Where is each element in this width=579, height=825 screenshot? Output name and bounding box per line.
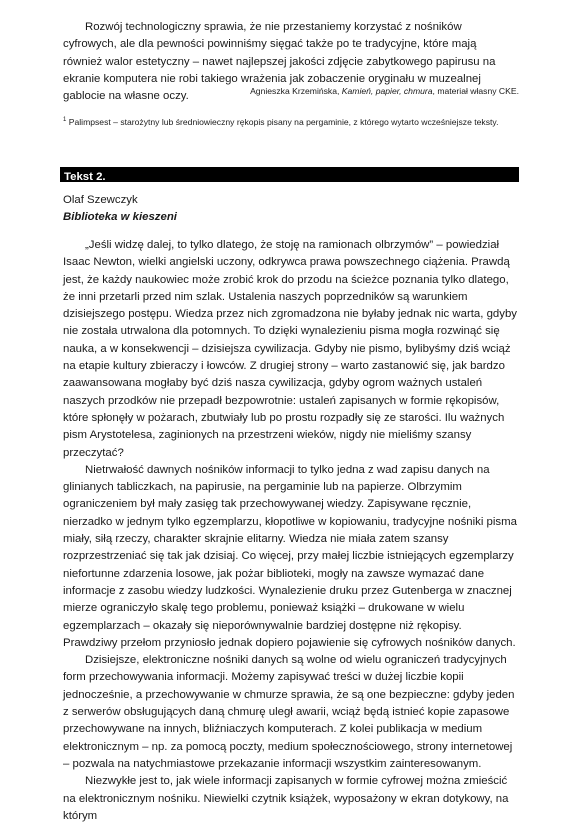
article-title: Biblioteka w kieszeni [63,211,177,223]
attribution-author: Agnieszka Krzemińska, [250,86,342,96]
body-paragraph-4: Niezwykłe jest to, jak wiele informacji zapisanych w formie cyfrowej można zmieścić na elektronicznym nośniku. Niewielki czytnik książek, wyposażony w ekran dotykowy, na którym [63,775,509,822]
body-paragraph-1: „Jeśli widzę dalej, to tylko dlatego, że stoję na ramionach olbrzymów” – powiedział Isaac Newton, wielki angielski uczony, odkrywca prawa powszechnego ciążenia. Prawdą jest, że każdy naukowiec może zrobić krok do przodu na ścieżce poznania tylko dlatego, że inni przetarli przed nim szlak. Ustalenia naszych poprzedników są warunkiem dzisiejszego postępu. Wiedza przez nich zgromadzona nie byłaby jednak nic warta, gdyby nie została utrwalona dla potomnych. To dzięki wynalezieniu pisma mogła rozwinąć się nauka, a w konsekwencji – dzisiejsza cywilizacja. Gdyby nie pismo, bylibyśmy dziś wciąż na etapie kultury zbieraczy i łowców. Z drugiej strony – warto zastanowić się, jak bardzo zaawansowana mogłaby być dziś nasza cywilizacja, gdyby ogrom ważnych ustaleń naszych przodków nie przepadł bezpowrotnie: ustaleń zapisanych w formie rękopisów, które spłonęły w pożarach, zbutwiały lub po prostu rozpadły się ze starości. Ilu ważnych pism Arystotelesa, zaginionych na przestrzeni wieków, nigdy nie mieliśmy szansy przeczytać? [63,239,517,459]
section-header-bar [60,167,519,182]
footnote [63,114,517,129]
attribution-title: Kamień, papier, chmura [341,86,433,96]
footnote-mark: 1 [63,117,67,123]
article-author: Olaf Szewczyk [63,194,138,206]
body-paragraph-2: Nietrwałość dawnych nośników informacji to tylko jedna z wad zapisu danych na glinianych tabliczkach, na papirusie, na pergaminie lub na papierze. Olbrzymim ograniczeniem był mały zasięg tak przechowywanej wiedzy. Zapisywane ręcznie, nierzadko w jednym tylko egzemplarzu, kłopotliwe w kopiowaniu, tradycyjne nośniki pisma miały, siłą rzeczy, charakter skrajnie elitarny. Wiedza nie miała zatem szansy rozprzestrzeniać się tak jak dzisiaj. Co więcej, przy małej liczbie istniejących egzemplarzy niefortunne zdarzenia losowe, jak pożar biblioteki, mogły na zawsze wymazać dane informacje z zasobu wiedzy ludzkości. Wynalezienie druku przez Gutenberga w znacznej mierze ograniczyło skalę tego problemu, ponieważ książki – drukowane w wielu egzemplarzach – okazały się nieporównywalnie bardziej dostępne niż rękopisy. Prawdziwy przełom przyniosło jednak dopiero pojawienie się cyfrowych nośników danych. [63,463,517,649]
section-label: Tekst 2. [64,171,106,183]
intro-paragraph: Rozwój technologiczny sprawia, że nie przestaniemy korzystać z nośników cyfrowych, ale dla pewności powinniśmy sięgać także po te tradycyjne, które mają również walor estetyczny – nawet najlepszej jakości zdjęcie zabytkowego papirusu na ekranie komputera nie robi takiego wrażenia jak zobaczenie oryginału w muzealnej gablocie na własne oczy. [63,21,496,103]
body-paragraph-3: Dzisiejsze, elektroniczne nośniki danych są wolne od wielu ograniczeń tradycyjnych form przechowywania informacji. Możemy zapisywać treści w dużej liczbie kopii jednocześnie, a przechowywanie w chmurze sprawia, że są one bezpieczne: gdyby jeden z serwerów obsługujących daną chmurę uległ awarii, wciąż będą istnieć kopie zapasowe przechowywane na innych, bliźniaczych komputerach. Z kolei publikacja w medium elektronicznym – np. za pomocą poczty, medium społecznościowego, strony internetowej – pozwala na natychmiastowe przekazanie informacji wszystkim zainteresowanym. [63,654,515,770]
source-attribution [250,86,519,96]
article-body [63,237,517,825]
footnote-text: Palimpsest – starożytny lub średniowieczny rękopis pisany na pergaminie, z którego wytarto wcześniejsze teksty. [68,117,499,127]
attribution-suffix: , materiał własny CKE. [432,86,519,96]
